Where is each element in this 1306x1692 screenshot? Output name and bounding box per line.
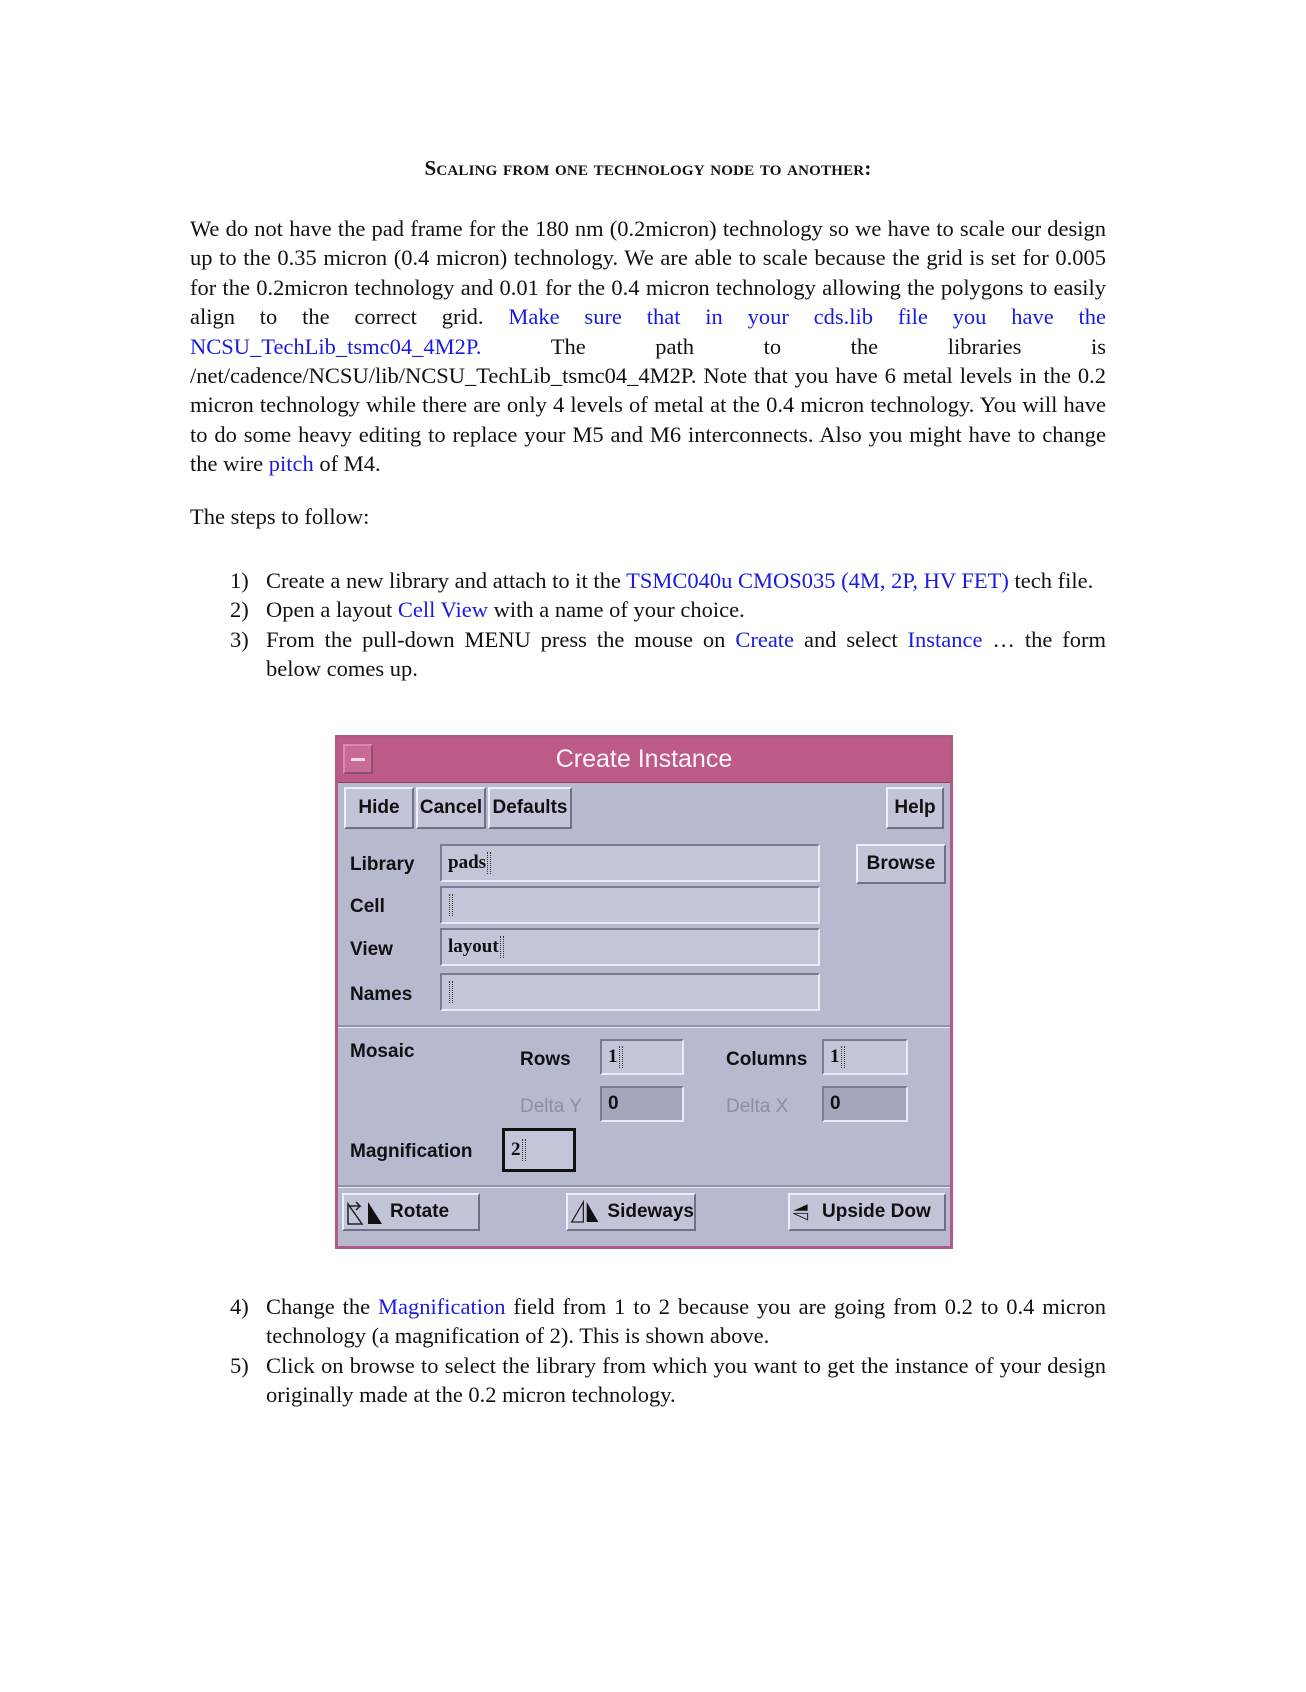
step-highlight: Instance	[907, 626, 983, 652]
section-divider	[338, 1185, 950, 1188]
upside-down-label: Upside Dow	[822, 1201, 931, 1222]
dialog-title: Create Instance	[555, 745, 733, 773]
step-text: From the pull-down MENU press the mouse on	[266, 626, 736, 652]
step-text: and select	[794, 626, 908, 652]
step-number: 5)	[230, 1352, 249, 1378]
text-cursor-icon	[522, 1139, 526, 1161]
delta-x-label: Delta X	[726, 1096, 789, 1117]
mosaic-label: Mosaic	[350, 1041, 415, 1062]
delta-x-field: 0	[822, 1086, 908, 1122]
sideways-button[interactable]	[566, 1193, 696, 1231]
text-cursor-icon	[449, 894, 453, 916]
dialog-titlebar[interactable]	[338, 738, 950, 783]
sideways-label: Sideways	[607, 1201, 694, 1222]
cancel-button[interactable]: Cancel	[416, 787, 486, 829]
delta-y-field: 0	[600, 1086, 684, 1122]
rows-label: Rows	[520, 1049, 571, 1070]
intro-text-1: We do not have the pad frame for the 180 nm (0.2micron) technology so we have to scale our design up to the 0.35 micron (0.4 micron) technology. We are able to scale because the grid is set for 0.005 for the 0.2micron technology and 0.01 for the 0.4 micron technology allowing the polygons to easily align to the correct grid.	[190, 216, 1106, 330]
step-number: 3)	[230, 626, 249, 652]
step-number: 4)	[230, 1294, 249, 1319]
library-label: Library	[350, 854, 415, 875]
intro-paragraph	[190, 214, 1106, 479]
step-number: 1)	[230, 568, 249, 593]
cell-label: Cell	[350, 896, 385, 917]
magnification-label: Magnification	[350, 1141, 473, 1162]
step-item	[190, 566, 1106, 595]
magnification-field[interactable]	[502, 1128, 576, 1172]
step-text: Click on browse to select the library from which you want to get the instance of your design originally made at the 0.2 micron technology.	[266, 1352, 1106, 1408]
help-button[interactable]: Help	[886, 787, 944, 829]
section-title: Scaling from one technology node to another:	[424, 156, 872, 180]
step-text: Open a layout	[266, 597, 398, 623]
names-label: Names	[350, 984, 413, 1005]
rows-field[interactable]	[600, 1039, 684, 1075]
step-item	[190, 1351, 1106, 1410]
magnification-value: 2	[511, 1139, 521, 1160]
view-value: layout	[448, 936, 499, 957]
step-text: field from 1 to 2 because you are going from 0.2 to 0.4 micron technology (a magnification of 2). This is shown above.	[266, 1294, 1107, 1349]
step-item	[190, 595, 1106, 624]
sideways-icon	[570, 1198, 603, 1226]
rotate-icon	[346, 1198, 386, 1226]
step-number: 2)	[230, 597, 249, 623]
step-text: tech file.	[1008, 568, 1094, 593]
browse-button[interactable]: Browse	[856, 844, 946, 884]
columns-value: 1	[830, 1046, 840, 1067]
intro-highlight-pitch: pitch	[268, 451, 314, 477]
step-item	[190, 1292, 1106, 1351]
view-label: View	[350, 939, 393, 960]
text-cursor-icon	[449, 981, 453, 1003]
text-cursor-icon	[500, 936, 504, 958]
intro-highlight-cdslib: Make sure that in your cds.lib file you have the NCSU_TechLib_tsmc04_4M2P.	[190, 304, 1107, 359]
upside-down-button[interactable]	[788, 1193, 946, 1231]
columns-field[interactable]	[822, 1039, 908, 1075]
step-highlight: Magnification	[378, 1294, 506, 1319]
intro-text-3: of M4.	[313, 451, 381, 477]
delta-y-label: Delta Y	[520, 1096, 582, 1117]
step-text: Create a new library and attach to it the	[266, 568, 627, 593]
library-value: pads	[448, 852, 487, 873]
names-field[interactable]	[440, 973, 820, 1011]
step-text: Change the	[266, 1294, 379, 1319]
upside-down-icon	[792, 1198, 818, 1226]
hide-button[interactable]: Hide	[344, 787, 414, 829]
steps-intro: The steps to follow:	[190, 504, 370, 529]
intro-text-2: The path to the libraries is /net/cadence/NCSU/lib/NCSU_TechLib_tsmc04_4M2P. Note that you have 6 metal levels in the 0.2 micron technology while there are only 4 levels of metal at the 0.4 micron technology. You will have to do some heavy editing to replace your M5 and M6 interconnects. Also you might have to change the wire	[190, 333, 1106, 477]
columns-label: Columns	[726, 1049, 808, 1070]
text-cursor-icon	[841, 1046, 845, 1068]
steps-list-bottom	[190, 1292, 1106, 1410]
rotate-button[interactable]	[342, 1193, 480, 1231]
defaults-button[interactable]: Defaults	[488, 787, 572, 829]
step-item	[190, 625, 1106, 684]
steps-list-top	[190, 566, 1106, 684]
cell-field[interactable]	[440, 886, 820, 924]
view-field[interactable]	[440, 928, 820, 966]
text-cursor-icon	[487, 852, 491, 874]
library-field[interactable]	[440, 844, 820, 882]
section-divider	[338, 1025, 950, 1028]
step-text: with a name of your choice.	[487, 597, 745, 623]
create-instance-dialog	[335, 735, 953, 1249]
step-text: … the form below comes up.	[266, 626, 1106, 682]
step-highlight: Create	[735, 626, 795, 652]
step-highlight: Cell View	[397, 597, 488, 623]
rows-value: 1	[608, 1046, 618, 1067]
text-cursor-icon	[619, 1046, 623, 1068]
step-highlight: TSMC040u CMOS035 (4M, 2P, HV FET)	[626, 568, 1009, 593]
rotate-label: Rotate	[390, 1201, 450, 1222]
